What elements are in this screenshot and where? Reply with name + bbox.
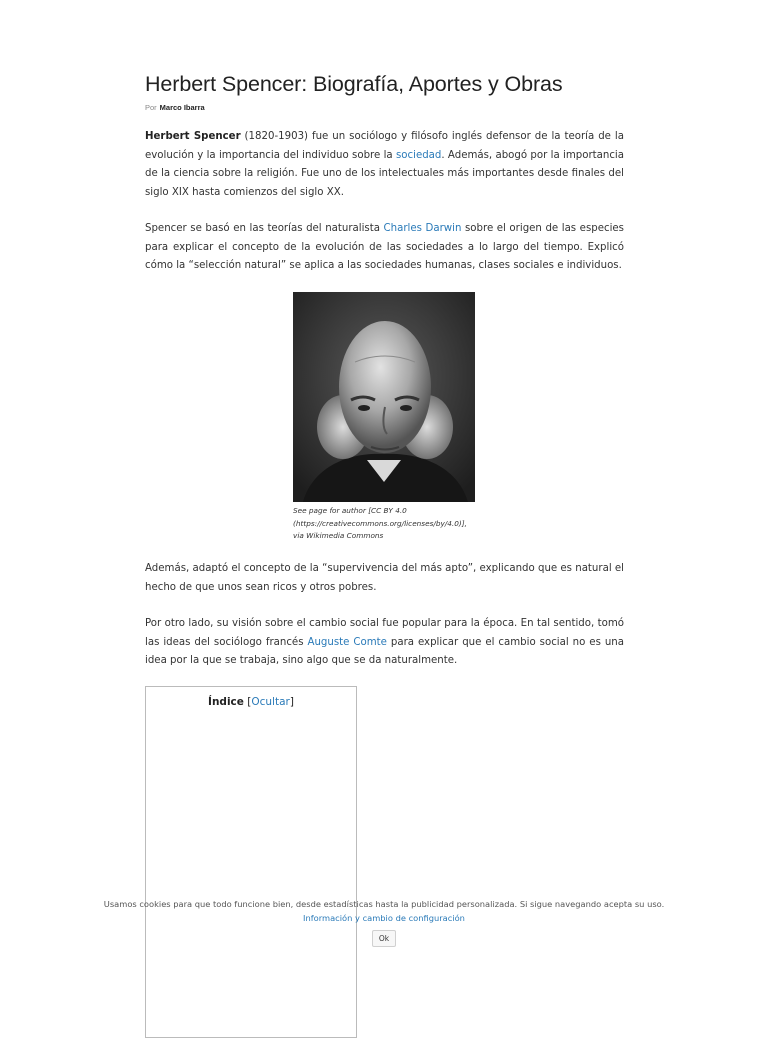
cookie-settings-link[interactable]: Información y cambio de configuración [303,913,465,923]
paragraph-text: sobre el origen de las especies para explicar el concepto de la evolución de las sociedades a lo largo del tiempo. Explicó cómo la “selección natural” se aplica a las sociedades humanas, clases sociales e individuos. [145,223,624,271]
paragraph-text: para explicar que el cambio social no es una idea por la que se trabaja, sino algo que se da naturalmente. [145,636,625,666]
page-title: Herbert Spencer: Biografía, Aportes y Obras [145,72,563,96]
link-auguste-comte[interactable]: Auguste Comte [307,636,387,648]
cookie-ok-button[interactable]: Ok [372,930,396,947]
paragraph-supervivencia: Además, adaptó el concepto de la “supervivencia del más apto”, explicando que es natural el hecho de que unos sean ricos y otros pobres. [145,563,624,593]
cookie-message: Usamos cookies para que todo funcione bien, desde estadísticas hasta la publicidad personalizada. Si sigue navegando acepta su uso. [103,899,665,909]
toc-hide-toggle[interactable]: Ocultar [251,696,290,708]
article [145,70,625,666]
author-name: Marco Ibarra [159,103,205,112]
byline [145,103,624,113]
subject-name: Herbert Spencer [145,131,241,142]
toc-title: Índice [208,696,244,708]
toc-bracket-open: [ [247,696,252,708]
portrait-image [293,292,475,502]
cookie-bar [0,897,768,947]
table-of-contents [145,686,357,1038]
paragraph-darwin [145,220,624,276]
paragraph-text: (1820-1903) fue un sociólogo y filósofo inglés defensor de la teoría de la evolución y la importancia del individuo sobre la [145,131,624,161]
paragraph-intro [145,128,624,202]
paragraph-text: . Además, abogó por la importancia de la ciencia sobre la religión. Fue uno de los intelectuales más importantes desde finales del siglo XIX hasta comienzos del siglo XX. [145,149,625,198]
toc-bracket-close: ] [289,696,294,708]
paragraph-text: Por otro lado, su visión sobre el cambio social fue popular para la época. En tal sentido, tomó las ideas del sociólogo francés [145,618,624,648]
by-label: Por [145,103,157,112]
toc-header [146,696,356,708]
paragraph-text: Spencer se basó en las teorías del naturalista [145,223,384,234]
link-sociedad[interactable]: sociedad [395,149,442,161]
image-caption: See page for author [CC BY 4.0 (https://creativecommons.org/licenses/by/4.0)], via Wikimedia Commons [293,506,467,540]
portrait-figure [293,292,476,543]
paragraph-cambio-social [145,615,624,671]
link-charles-darwin[interactable]: Charles Darwin [383,223,462,234]
